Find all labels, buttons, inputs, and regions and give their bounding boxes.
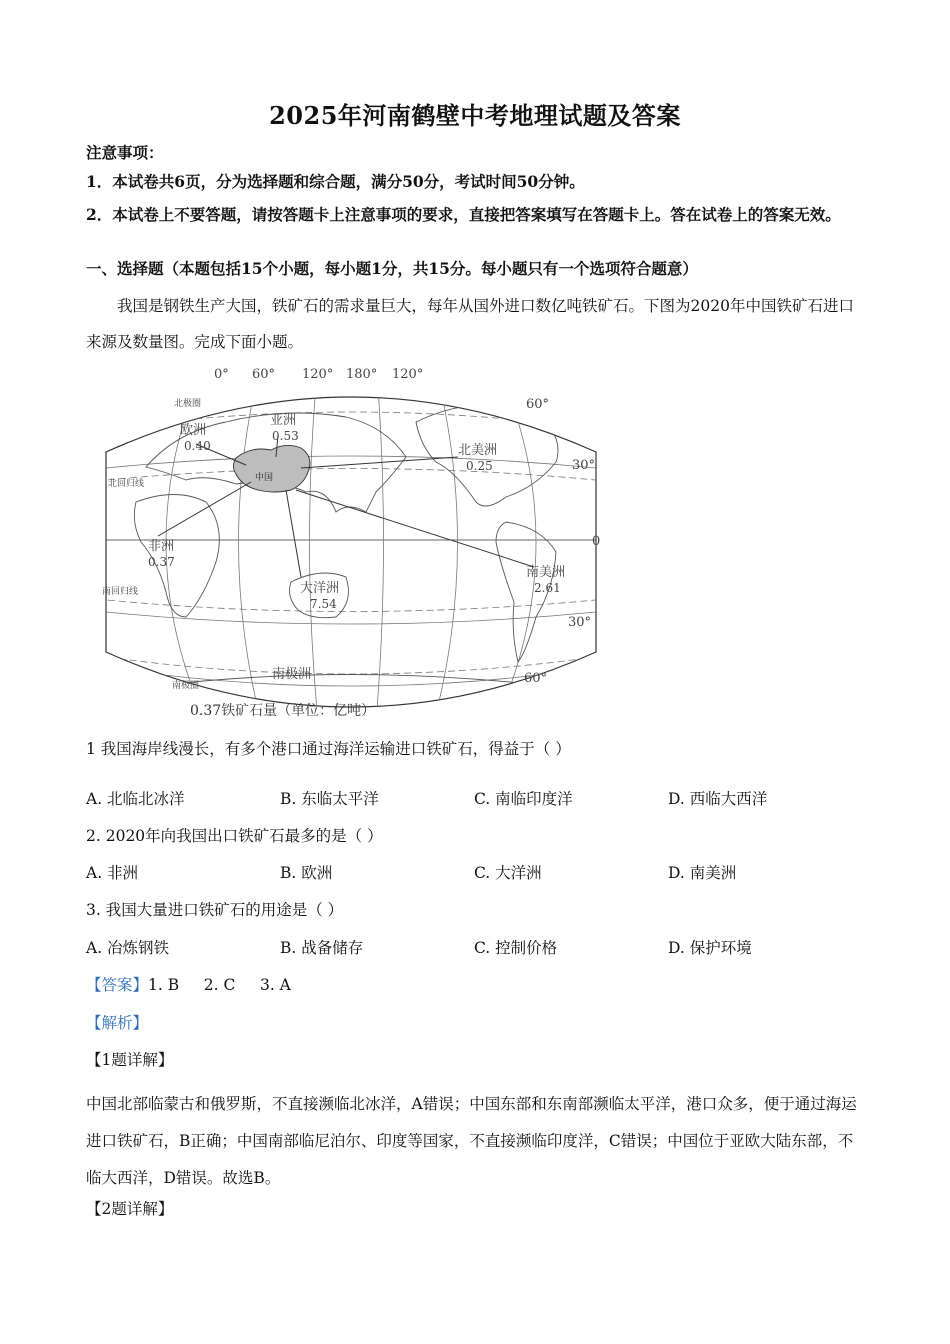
lat-label-s60: 60° <box>524 671 548 686</box>
notice-item-2: 2．本试卷上不要答题，请按答题卡上注意事项的要求，直接把答案填写在答题卡上。答在试卷上的答案无效。 <box>86 205 841 224</box>
page-title: 2025年河南鹤壁中考地理试题及答案 <box>269 101 681 130</box>
question-3-stem: 3. 我国大量进口铁矿石的用途是（ ） <box>86 901 344 919</box>
lon-label-3: 180° <box>346 367 378 382</box>
q3-option-c: C. 控制价格 <box>474 939 558 957</box>
world-map-figure <box>86 362 616 722</box>
oceania-name: 大洋洲 <box>300 581 340 596</box>
africa-name: 非洲 <box>148 539 175 554</box>
tropic-capricorn-label: 南回归线 <box>102 587 139 597</box>
lon-label-0: 0° <box>214 367 229 382</box>
q2-option-a: A. 非洲 <box>86 864 139 882</box>
answer-tag: 【答案】 <box>86 976 149 994</box>
detail-1-text: 中国北部临蒙古和俄罗斯，不直接濒临北冰洋，A错误；中国东部和东南部濒临太平洋，港口众多，便于通过海运进口铁矿石，B正确；中国南部临尼泊尔、印度等国家，不直接濒临印度洋，C错误；中国位于亚欧大陆东部，不临大西洋，D错误。故选B。 <box>86 1095 857 1187</box>
q1-option-a: A. 北临北冰洋 <box>86 790 185 808</box>
detail-1-tag: 【1题详解】 <box>86 1051 174 1069</box>
lon-label-1: 60° <box>252 367 276 382</box>
north-america-value: 0.25 <box>466 459 493 473</box>
south-america-value: 2.61 <box>534 581 561 595</box>
notice-item-1: 1．本试卷共6页，分为选择题和综合题，满分50分，考试时间50分钟。 <box>86 172 585 191</box>
map-legend: 0.37铁矿石量（单位：亿吨） <box>190 703 376 719</box>
asia-name: 亚洲 <box>270 413 297 428</box>
africa-value: 0.37 <box>148 555 175 569</box>
antarctica-label: 南极洲 <box>272 667 312 682</box>
section-heading: 一、选择题（本题包括15个小题，每小题1分，共15分。每小题只有一个选项符合题意） <box>86 259 698 278</box>
intro-paragraph: 我国是钢铁生产大国，铁矿石的需求量巨大，每年从国外进口数亿吨铁矿石。下图为2020年中国铁矿石进口来源及数量图。完成下面小题。 <box>86 297 854 351</box>
arctic-circle-label: 北极圈 <box>174 399 202 409</box>
q2-option-b: B. 欧洲 <box>280 864 333 882</box>
lon-label-4: 120° <box>392 367 424 382</box>
lat-label-n30: 30° <box>572 458 596 473</box>
china-label: 中国 <box>254 473 274 483</box>
q2-option-d: D. 南美洲 <box>668 864 737 882</box>
detail-2-tag: 【2题详解】 <box>86 1200 174 1218</box>
q2-option-c: C. 大洋洲 <box>474 864 542 882</box>
question-2-stem: 2. 2020年向我国出口铁矿石最多的是（ ） <box>86 827 383 845</box>
antarctic-circle-label: 南极圈 <box>172 681 200 691</box>
lon-label-2: 120° <box>302 367 334 382</box>
map-outline <box>106 397 596 707</box>
q1-option-b: B. 东临太平洋 <box>280 790 379 808</box>
question-1-stem: 1 我国海岸线漫长，有多个港口通过海洋运输进口铁矿石，得益于（ ） <box>86 740 571 758</box>
tropic-cancer-label: 北回归线 <box>108 479 145 489</box>
oceania-value: 7.54 <box>310 597 337 611</box>
q3-option-d: D. 保护环境 <box>668 939 752 957</box>
europe-name: 欧洲 <box>180 423 207 438</box>
asia-value: 0.53 <box>272 429 299 443</box>
antarctica-outline <box>146 675 556 688</box>
north-america-name: 北美洲 <box>458 443 498 458</box>
europe-value: 0.40 <box>184 439 211 453</box>
lat-label-eq: 0 <box>592 534 601 549</box>
answer-line <box>86 974 866 996</box>
lat-label-n60: 60° <box>526 397 550 412</box>
q1-option-d: D. 西临大西洋 <box>668 790 768 808</box>
q3-option-a: A. 冶炼钢铁 <box>86 939 170 957</box>
south-america-name: 南美洲 <box>526 565 566 580</box>
answer-text: 1. B 2. C 3. A <box>148 976 291 994</box>
notice-heading: 注意事项： <box>86 143 164 162</box>
lat-label-s30: 30° <box>568 615 592 630</box>
q1-option-c: C. 南临印度洋 <box>474 790 573 808</box>
analysis-tag: 【解析】 <box>86 1014 149 1032</box>
q3-option-b: B. 战备储存 <box>280 939 364 957</box>
